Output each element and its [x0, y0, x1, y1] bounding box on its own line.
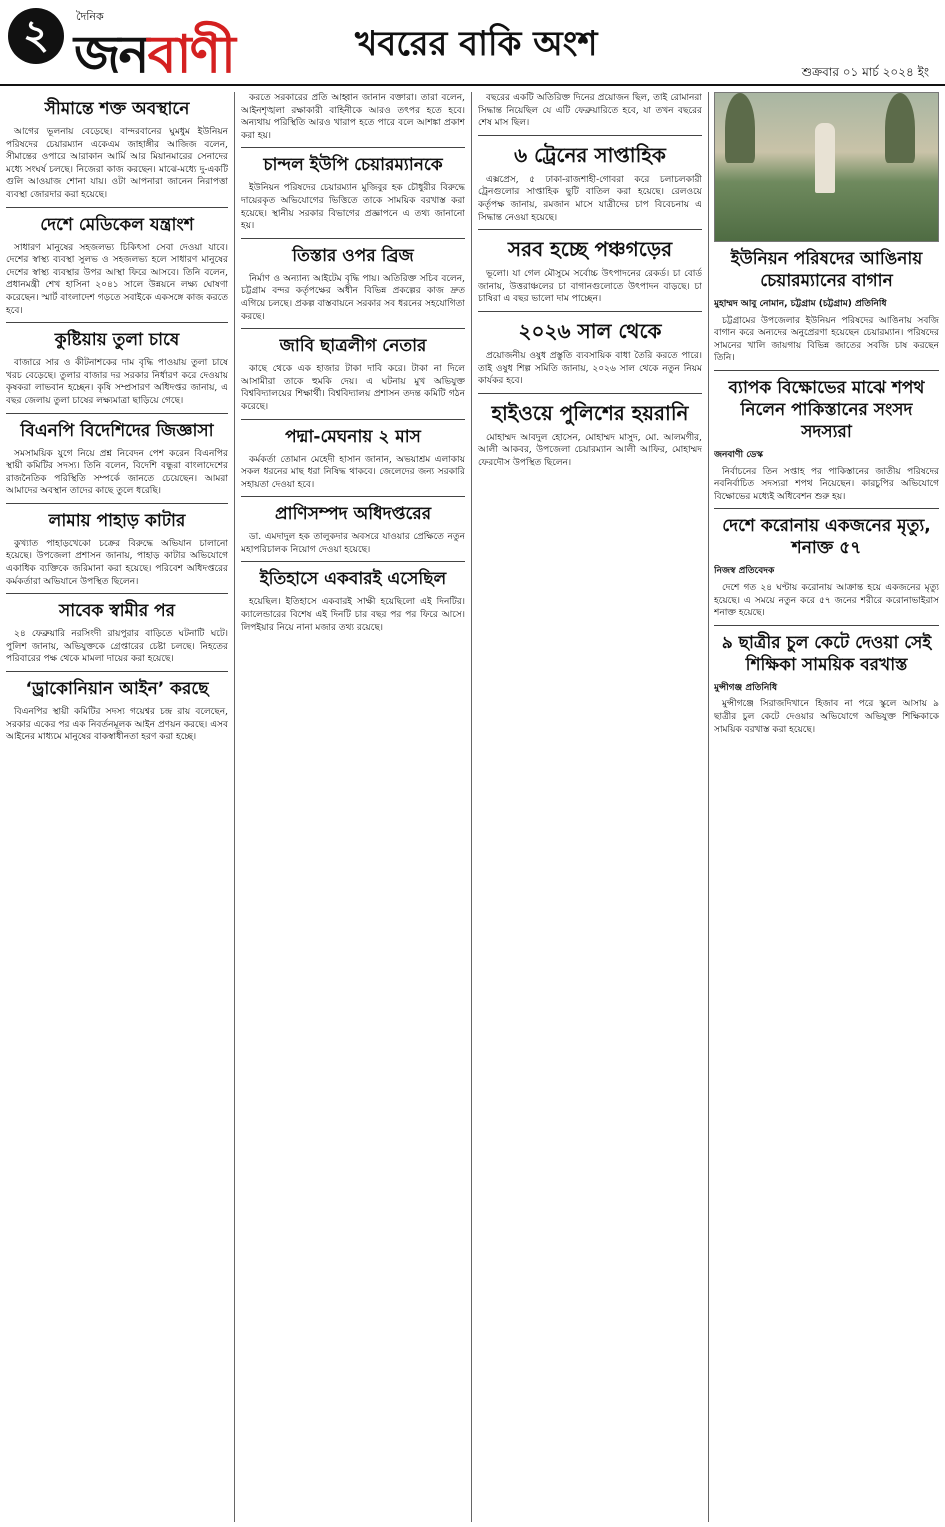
- news-photo: [714, 92, 939, 242]
- masthead: [0, 0, 945, 86]
- article-body: বাজারে সার ও কীটনাশকের দাম বৃদ্ধি পাওয়ায় তুলা চাষে খরচ বেড়েছে। তুলার বাজার দর সরকার নির্ধারণ করে দেওয়ায় কৃষকরা লাভবান হচ্ছেন। কৃষি সম্প্রসারণ অধিদপ্তর জানায়, এ বছর জেলায় তুলা চাষের লক্ষ্যমাত্রা ছাড়িয়ে গেছে।: [6, 358, 228, 406]
- person-figure: [815, 123, 835, 193]
- article-headline: চান্দল ইউপি চেয়ারম্যানকে: [263, 155, 443, 176]
- page-number: ২: [8, 8, 64, 64]
- article-body: এক্সপ্রেস, ৫ ঢাকা-রাজশাহী-গোবরা করে চলাচলকারী ট্রেনগুলোর সাপ্তাহিক ছুটি বাতিল করা হয়েছে। রেলওয়ে কর্তৃপক্ষ জানায়, রমজান মাসে যাত্রীদের চাপ বিবেচনায় এ সিদ্ধান্ত নেওয়া হয়েছে।: [478, 174, 702, 223]
- column-divider: [234, 92, 235, 1522]
- article-body: চট্টগ্রামের উপজেলার ইউনিয়ন পরিষদের আঙিনায় সবজি বাগান করে অন্যদের অনুপ্রেরণা হয়েছেন চেয়ারম্যান। পরিষদের সামনের খালি জায়গায় বিভিন্ন জাতের সবজি চাষ করছেন তিনি।: [714, 315, 939, 364]
- article-headline: ৬ ট্রেনের সাপ্তাহিক: [514, 142, 666, 167]
- article-headline: প্রাণিসম্পদ অধিদপ্তরের: [274, 504, 432, 525]
- logo-prefix: দৈনিক: [76, 10, 104, 23]
- article-headline: সরব হচ্ছে পঞ্চগড়ের: [507, 237, 673, 262]
- article-headline: দেশে মেডিকেল যন্ত্রাংশ: [40, 214, 194, 235]
- photo-caption-headline: ইউনিয়ন পরিষদের আঙিনায় চেয়ারম্যানের বাগান: [730, 249, 923, 291]
- column-2: [241, 92, 465, 1522]
- article-headline: পদ্মা-মেঘনায় ২ মাস: [285, 426, 421, 447]
- dateline: শুক্রবার ০১ মার্চ ২০২৪ ইং: [801, 65, 929, 79]
- newspaper-logo: জনবাণী: [74, 25, 234, 85]
- article-headline: কুষ্টিয়ায় তুলা চাষে: [54, 330, 180, 351]
- article-headline: বিএনপি বিদেশিদের জিজ্ঞাসা: [20, 420, 214, 441]
- article-headline: ইতিহাসে একবারই এসেছিল: [259, 569, 447, 590]
- article-headline: লামায় পাহাড় কাটার: [48, 510, 186, 531]
- article-body: হয়েছিল। ইতিহাসে একবারই সাক্ষী হয়েছিলো এই দিনটির। ক্যালেন্ডারের বিশেষ এই দিনটি চার বছর পর পর ফিরে আসে। লিপইয়ার নিয়ে নানা মজার তথ্য রয়েছে।: [241, 597, 465, 633]
- column-1: [6, 92, 228, 1522]
- article-headline: ২০২৬ সাল থেকে: [518, 318, 662, 343]
- article-body: আগের ভূলনায় বেড়েছে। বান্দরবানের ঘুমধুম ইউনিয়ন পরিষদের চেয়ারম্যান একেএম জাহাঙ্গীর আজিজ বলেন, সীমান্তের ওপারে আরাকান আর্মি আর মিয়ানমারের সেনাদের মধ্যে সংঘর্ষ চলছে। নিজেরা কাজ করছেন। মাঝে-মধ্যে দু-একটি গুলি আওয়াজ শোনা যায়। ওটা আপনারা জানেন নিরাপত্তা ব্যবস্থা জোরদার করা হয়েছে।: [6, 127, 228, 200]
- article-body: সাধারণ মানুষের সহজলভ্য চিকিৎসা সেবা দেওয়া যাবে। দেশের স্বাস্থ্য ব্যবস্থা সুলভ ও সহজলভ্য হলে সাধারণ মানুষের দেশের স্বাস্থ্য ব্যবস্থার উপর আস্থা ফিরে আসবে। তিনি বলেন, প্রধানমন্ত্রী শেখ হাসিনা ২০৪১ সালে উন্নয়নে লক্ষ্য ঘোষণা করেছেন। স্মার্ট বাংলাদেশ গড়তে সবাইকে একসঙ্গে কাজ করতে হবে।: [6, 242, 228, 316]
- article-body: নির্মাণ ও অন্যান্য আইটেম বৃদ্ধি পায়। অতিরিক্ত সচিব বলেন, চট্টগ্রাম বন্দর কর্তৃপক্ষের অধীন বিভিন্ন প্রকল্পের কাজ দ্রুত এগিয়ে চলছে। প্রকল্প বাস্তবায়নে সরকার সব ধরনের সহযোগিতা করছে।: [241, 273, 465, 322]
- article-headline: হাইওয়ে পুলিশের হয়রানি: [491, 400, 689, 425]
- section-title: খবরের বাকি অংশ: [355, 24, 598, 64]
- article-body: মোহাম্মদ আবদুল হোসেন, মোহাম্মদ মাসুদ, মো. আলমগীর, আলী আকবর, উপজেলা চেয়ারম্যান আলী আফির, মোহাম্মদ ফেরদৌস উপস্থিত ছিলেন।: [478, 432, 702, 468]
- article-body: নির্বাচনের তিন সপ্তাহ পর পাকিস্তানের জাতীয় পরিষদের নবনির্বাচিত সদস্যরা শপথ নিয়েছেন। কারচুপির অভিযোগে বিক্ষোভের মধ্যেই অধিবেশন শুরু হয়।: [714, 466, 939, 502]
- article-body: বিএনপির স্থায়ী কমিটির সদস্য গয়েশ্বর চন্দ্র রায় বলেছেন, সরকার একের পর এক নিবর্তনমূলক আইন প্রণয়ন করছে। এসব আইনের মাধ্যমে মানুষের বাকস্বাধীনতা হরণ করা হচ্ছে।: [6, 707, 228, 743]
- byline: মুন্সীগঞ্জ প্রতিনিধি: [714, 682, 777, 693]
- byline: নিজস্ব প্রতিবেদক: [714, 566, 775, 577]
- byline: জনবাণী ডেস্ক: [714, 449, 763, 460]
- article-headline: জাবি ছাত্রলীগ নেতার: [279, 336, 427, 357]
- column-divider: [471, 92, 472, 1522]
- article-body: কুখ্যাত পাহাড়খেকো চক্রের বিরুদ্ধে অভিযান চালানো হয়েছে। উপজেলা প্রশাসন জানায়, পাহাড় কাটার অভিযোগে একাধিক ব্যক্তিকে জরিমানা করা হয়েছে। পরিবেশ অধিদপ্তরের কর্মকর্তারা অভিযানে উপস্থিত ছিলেন।: [6, 538, 228, 587]
- article-body: ২৪ ফেব্রুয়ারি নরসিংদী রায়পুরার বাড়িতে ঘটনাটি ঘটে। পুলিশ জানায়, অভিযুক্তকে গ্রেপ্তারের চেষ্টা চলছে। নিহতের পরিবারের পক্ষ থেকে মামলা দায়ের করা হয়েছে।: [6, 629, 228, 665]
- byline: মুহাম্মদ আবু নোমান, চট্টগ্রাম (চট্টগ্রাম) প্রতিনিধি: [714, 299, 887, 309]
- article-headline: দেশে করোনায় একজনের মৃত্যু, শনাক্ত ৫৭: [722, 516, 931, 559]
- article-headline: ‘ড্রাকোনিয়ান আইন’ করছে: [25, 679, 209, 700]
- article-headline: ৯ ছাত্রীর চুল কেটে দেওয়া সেই শিক্ষিকা সাময়িক বরখাস্ত: [721, 632, 932, 675]
- article-headline: সাবেক স্বামীর পর: [58, 601, 175, 622]
- article-headline: ব্যাপক বিক্ষোভের মাঝে শপথ নিলেন পাকিস্তানের সংসদ সদস্যরা: [728, 377, 925, 442]
- article-body: ভূলো। যা গেল মৌসুমে সর্বোচ্চ উৎপাদনের রেকর্ড। চা বোর্ড জানায়, উত্তরাঞ্চলের চা বাগানগুলোতে উৎপাদন বাড়ছে। চা চাষিরা এ বছর ভালো দাম পাচ্ছেন।: [478, 269, 702, 305]
- article-body: মুন্সীগঞ্জে সিরাজদিখানে হিজাব না পরে স্কুলে আসায় ৯ ছাত্রীর চুল কেটে দেওয়ার অভিযোগে অভিযুক্ত শিক্ষিকাকে সাময়িক বরখাস্ত করা হয়েছে।: [714, 699, 939, 735]
- article-body: দেশে গত ২৪ ঘণ্টায় করোনায় আক্রান্ত হয়ে একজনের মৃত্যু হয়েছে। এ সময়ে নতুন করে ৫৭ জনের শরীরে করোনাভাইরাস শনাক্ত হয়েছে।: [714, 582, 939, 619]
- column-3: [478, 92, 702, 1522]
- article-headline: তিস্তার ওপর ব্রিজ: [292, 245, 414, 266]
- article-body: ইউনিয়ন পরিষদের চেয়ারম্যান মুজিবুর হক চৌধুরীর বিরুদ্ধে দায়েরকৃত অভিযোগের ভিত্তিতে তাকে সাময়িক বরখাস্ত করা হয়েছে। স্থানীয় সরকার বিভাগের প্রজ্ঞাপনে এ তথ্য জানানো হয়।: [241, 183, 465, 232]
- article-body: করতে সরকারের প্রতি আহ্বান জানান বক্তারা। তারা বলেন, আইনশৃঙ্খলা রক্ষাকারী বাহিনীকে আরও তৎপর হতে হবে। অন্যথায় পরিস্থিতি আরও খারাপ হতে পারে বলে আশঙ্কা প্রকাশ করা হয়।: [241, 93, 465, 141]
- article-body: বছরের একটি অতিরিক্ত দিনের প্রয়োজন ছিল, তাই রোমানরা সিদ্ধান্ত নিয়েছিল যে এটি ফেব্রুয়ারিতে হবে, যা তখন বছরের শেষ মাস ছিল।: [478, 93, 702, 129]
- article-headline: সীমান্তে শক্ত অবস্থানে: [44, 99, 190, 119]
- column-4: [714, 92, 939, 1522]
- column-divider: [708, 92, 709, 1522]
- article-body: ডা. এমদাদুল হক তালুকদার অবসরে যাওয়ার প্রেক্ষিতে নতুন মহাপরিচালক নিয়োগ দেওয়া হয়েছে।: [241, 532, 465, 555]
- article-body: প্রয়োজনীয় ওষুধ প্রস্তুতি ব্যবসায়িক বাধা তৈরি করতে পারে। তাই ওষুধ শিল্প সমিতি জানায়, ২০২৬ সাল থেকে নতুন নিয়ম কার্যকর হবে।: [478, 350, 702, 387]
- article-body: কাছে থেকে এক হাজার টাকা দাবি করে। টাকা না দিলে আসামীরা তাকে হুমকি দেয়। এ ঘটনায় মুখ অভিযুক্ত বিশ্ববিদ্যালয়ের শিক্ষার্থী। বিশ্ববিদ্যালয় প্রশাসন তদন্ত কমিটি গঠন করেছে।: [241, 364, 465, 412]
- article-body: কর্মকর্তা তোমান মেহেদী হাসান জানান, অভয়াশ্রম এলাকায় সকল ধরনের মাছ ধরা নিষিদ্ধ থাকবে। জেলেদের জন্য সরকারি সহায়তা দেওয়া হবে।: [241, 454, 465, 490]
- article-body: সমসাময়িক যুগে নিয়ে প্রশ্ন নিবেদন পেশ করেন বিএনপির স্থায়ী কমিটির সদস্য। তিনি বলেন, বিদেশি বন্ধুরা বাংলাদেশের রাজনৈতিক পরিস্থিতি সম্পর্কে জানতে চেয়েছেন। আমরা আমাদের অবস্থান তাদের কাছে তুলে ধরেছি।: [6, 448, 228, 497]
